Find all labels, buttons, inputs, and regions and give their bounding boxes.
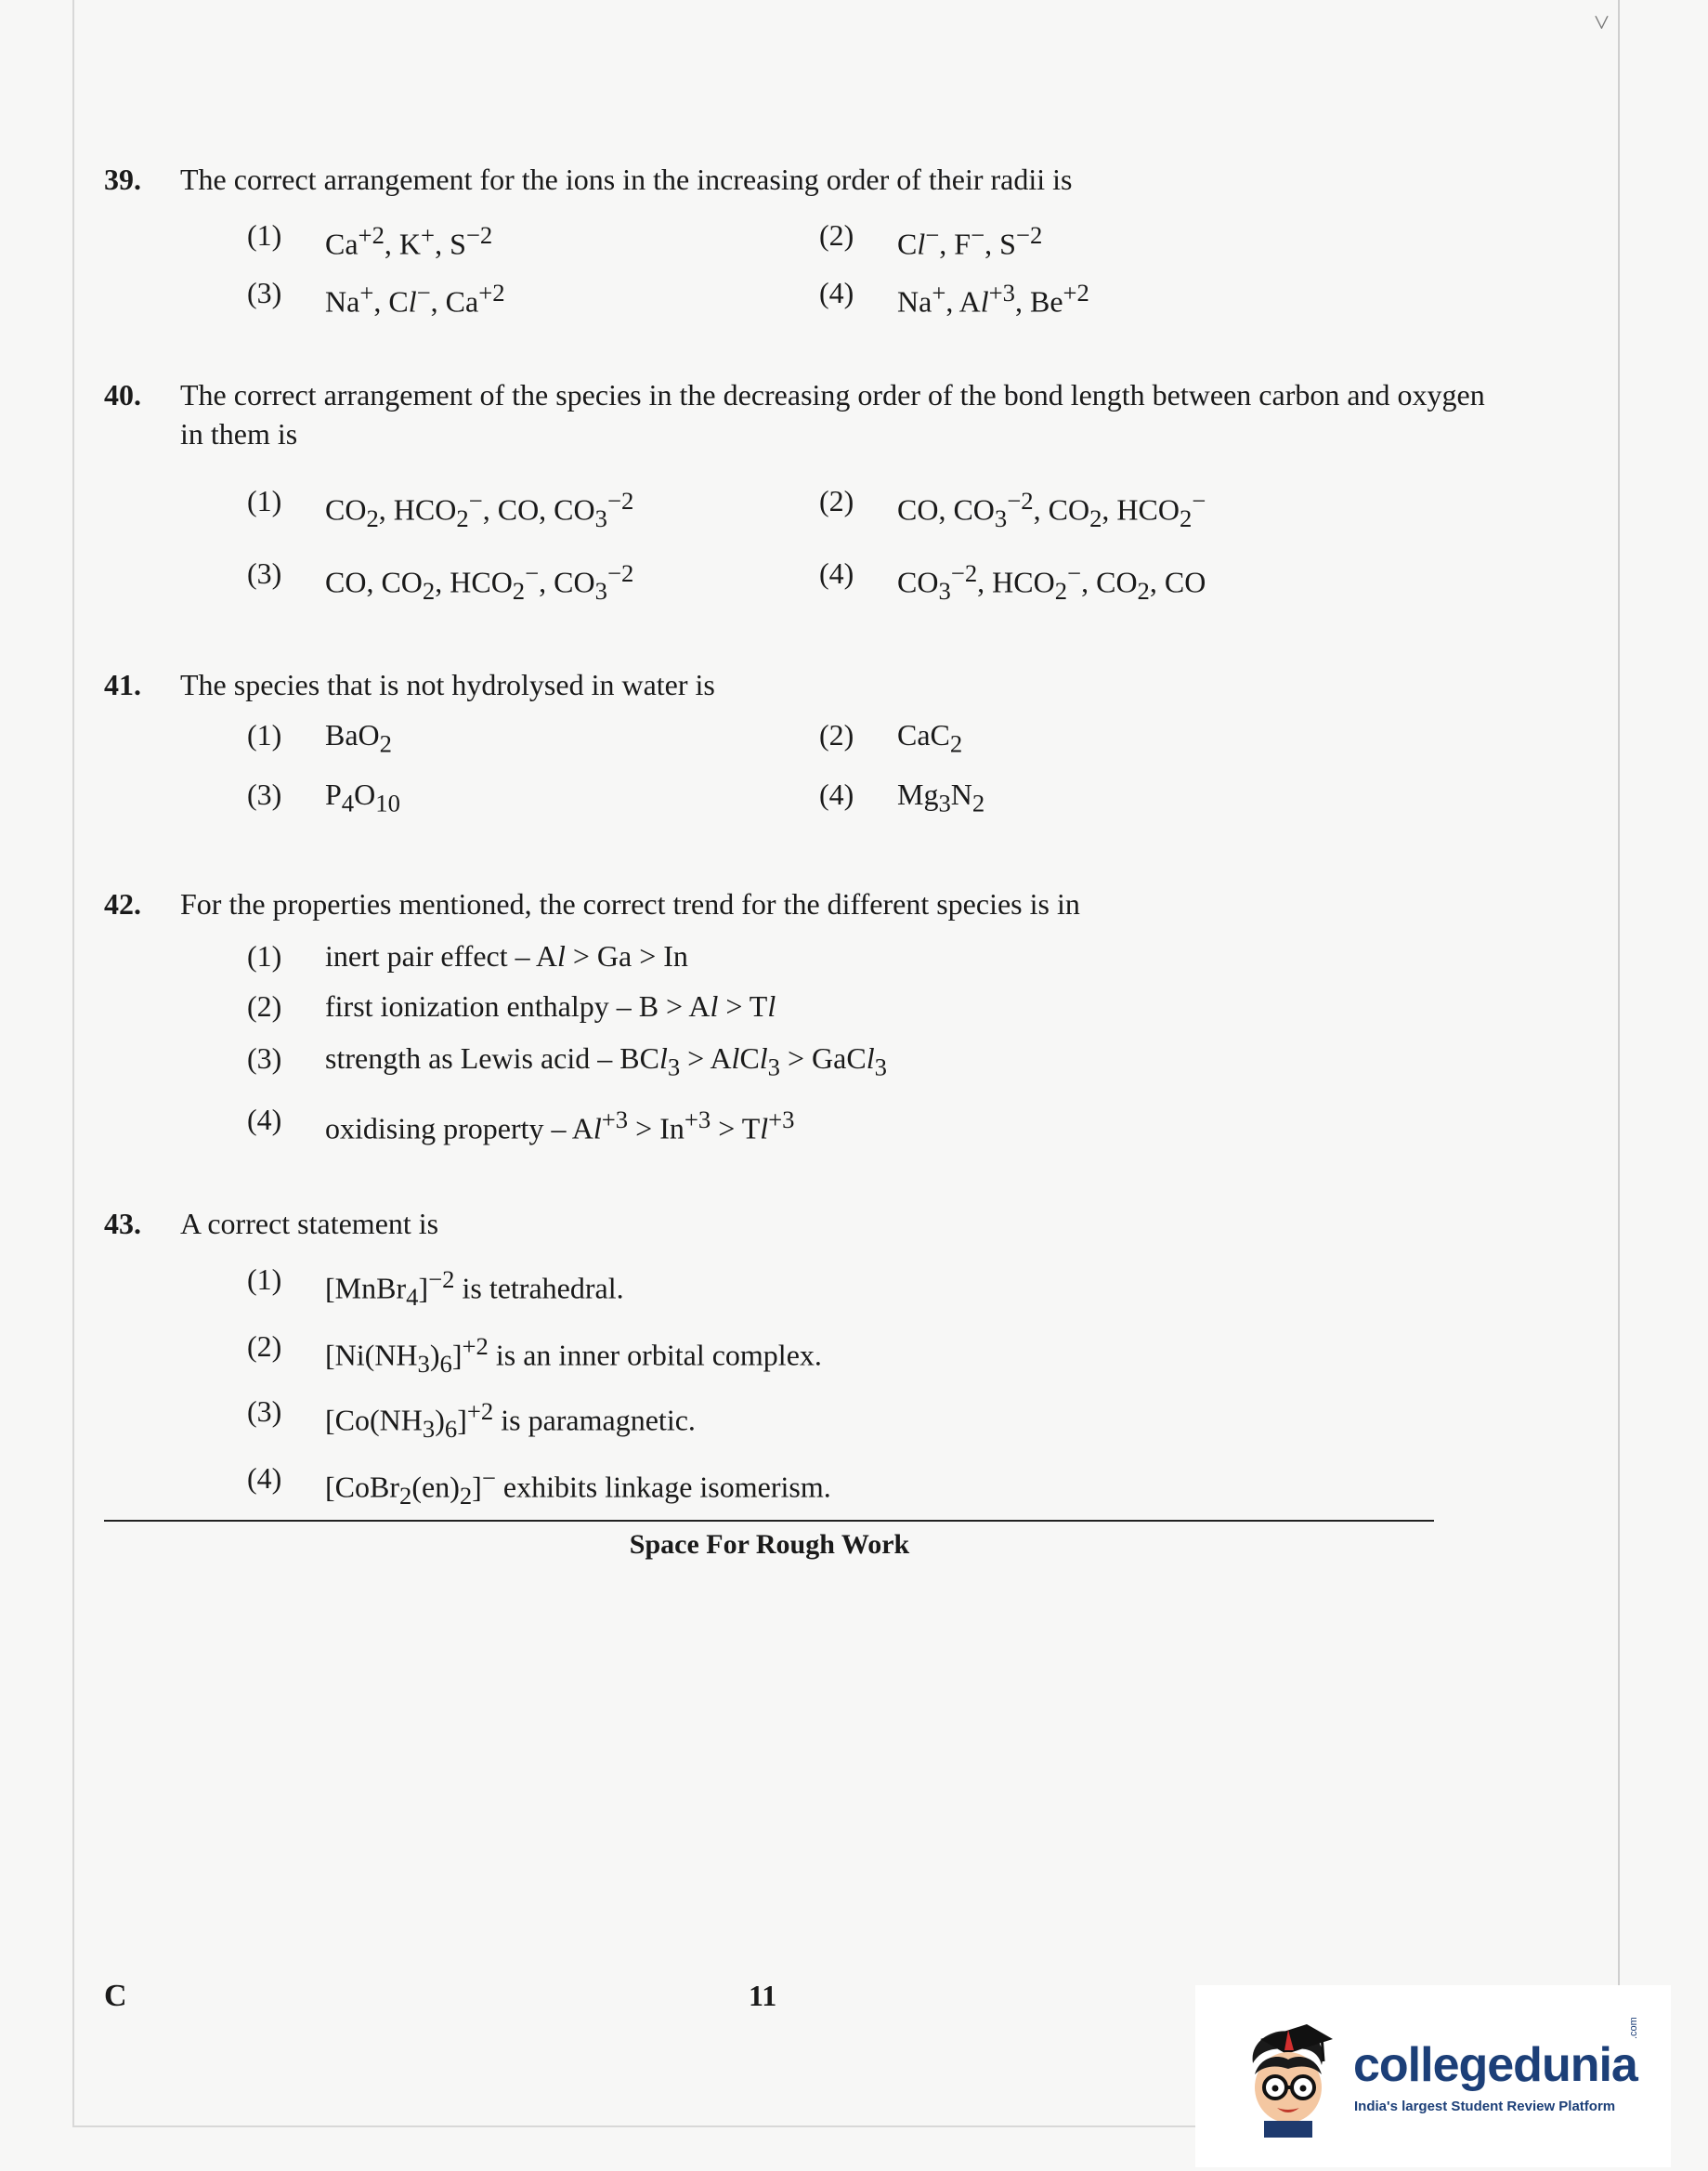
option-text: $[Ni(NH_3)_6]^{+2}$ is an inner orbital complex. bbox=[325, 1332, 822, 1379]
page-edge-left bbox=[72, 0, 74, 2127]
logo-tagline: India's largest Student Review Platform bbox=[1354, 2099, 1616, 2114]
option-number: (4) bbox=[247, 1103, 282, 1136]
option-number: (3) bbox=[247, 778, 282, 811]
option-number: (3) bbox=[247, 556, 282, 590]
divider-rule bbox=[104, 1520, 1434, 1522]
question-stem: The correct arrangement of the species in the decreasing order of the bond length between carbon and oxygen in them is bbox=[180, 378, 1485, 451]
mascot-icon bbox=[1232, 2022, 1342, 2138]
collegedunia-logo[interactable] bbox=[1195, 1985, 1671, 2167]
option-number: (2) bbox=[819, 218, 854, 252]
option-number: (4) bbox=[819, 778, 854, 811]
option-number: (3) bbox=[247, 1394, 282, 1428]
option-text: inert pair effect – Al > Ga > In bbox=[325, 939, 688, 973]
question-number: 43. bbox=[104, 1207, 141, 1240]
rough-work-label: Space For Rough Work bbox=[629, 1529, 910, 1560]
option-text: $P_4O_{10}$ bbox=[325, 778, 400, 817]
question-number: 40. bbox=[104, 378, 141, 412]
option-number: (4) bbox=[819, 556, 854, 590]
option-text: [MnBr$_4$]$^{-2}$ is tetrahedral. bbox=[325, 1265, 624, 1312]
option-number: (2) bbox=[247, 1329, 282, 1363]
option-text: $Ca^{+2}$, K+, $S^{-2}$ bbox=[325, 221, 493, 261]
corner-mark: ˅ bbox=[1594, 7, 1610, 38]
option-number: (4) bbox=[247, 1461, 282, 1495]
option-number: (2) bbox=[819, 484, 854, 517]
option-number: (3) bbox=[247, 276, 282, 309]
page-edge-right bbox=[1618, 0, 1620, 2127]
option-text: oxidising property – $Al^{+3} > In^{+3} > Tl^{+3}$ bbox=[325, 1105, 795, 1145]
option-text: CO, $CO_2$, $HCO_2^-$, $CO_3^{-2}$ bbox=[325, 559, 634, 606]
page-number: 11 bbox=[749, 1979, 777, 2012]
option-text: Cl−, F−, $S^{-2}$ bbox=[897, 221, 1043, 261]
option-text: first ionization enthalpy – B > Al > Tl bbox=[325, 989, 776, 1023]
option-number: (1) bbox=[247, 718, 282, 752]
question-number: 42. bbox=[104, 887, 141, 921]
option-number: (1) bbox=[247, 1262, 282, 1296]
question-stem: A correct statement is bbox=[180, 1207, 439, 1240]
booklet-code: C bbox=[104, 1979, 127, 2013]
option-text: $CO_3^{-2}$, $HCO_2^-$, $CO_2$, CO bbox=[897, 559, 1206, 606]
option-number: (1) bbox=[247, 484, 282, 517]
option-number: (4) bbox=[819, 276, 854, 309]
option-number: (1) bbox=[247, 218, 282, 252]
option-number: (2) bbox=[247, 989, 282, 1023]
option-text: strength as Lewis acid – BCl$_3$ > AlCl$_3$ > GaCl$_3$ bbox=[325, 1041, 887, 1081]
question-number: 39. bbox=[104, 163, 141, 196]
question-stem: The species that is not hydrolysed in water is bbox=[180, 668, 715, 701]
option-text: $Mg_3N_2$ bbox=[897, 778, 985, 817]
option-text: $[CoBr_2(en)_2]^-$ exhibits linkage isomerism. bbox=[325, 1464, 831, 1511]
logo-com-suffix: .com bbox=[1628, 2017, 1639, 2039]
option-text: CO, $CO_3^{-2}$, $CO_2$, $HCO_2^-$ bbox=[897, 487, 1206, 533]
question-stem: For the properties mentioned, the correct trend for the different species is in bbox=[180, 887, 1080, 921]
option-number: (3) bbox=[247, 1041, 282, 1075]
question-stem: The correct arrangement for the ions in the increasing order of their radii is bbox=[180, 163, 1073, 196]
logo-wordmark: collegedunia bbox=[1353, 2038, 1637, 2092]
option-text: $CO_2$, $HCO_2^-$, CO, $CO_3^{-2}$ bbox=[325, 487, 634, 533]
question-number: 41. bbox=[104, 668, 141, 701]
option-text: CaC$_2$ bbox=[897, 718, 963, 758]
option-text: Na+, Cl−, $Ca^{+2}$ bbox=[325, 279, 505, 319]
option-number: (1) bbox=[247, 939, 282, 973]
option-number: (2) bbox=[819, 718, 854, 752]
option-text: Na+, $Al^{+3}$, $Be^{+2}$ bbox=[897, 279, 1089, 319]
option-text: BaO$_2$ bbox=[325, 718, 392, 758]
option-text: $[Co(NH_3)_6]^{+2}$ is paramagnetic. bbox=[325, 1397, 696, 1444]
